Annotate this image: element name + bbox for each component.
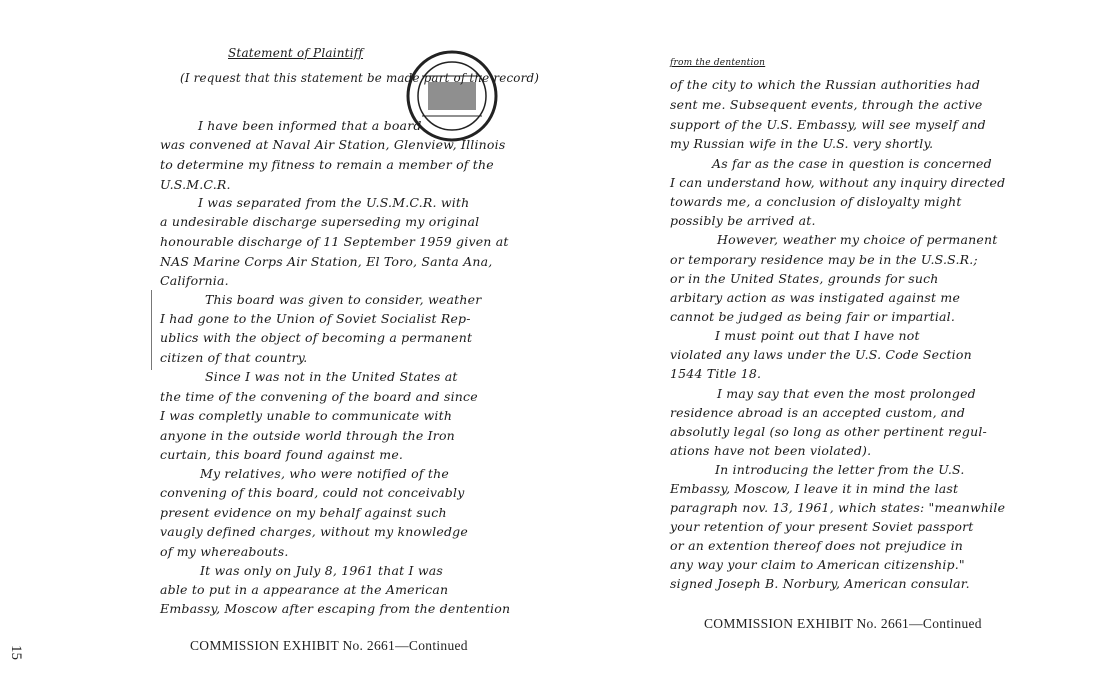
exhibit-caption: COMMISSION EXHIBIT No. 2661—Continued [190,638,468,653]
handwritten-line: was convened at Naval Air Station, Glenview, Illinois [160,137,506,152]
handwritten-line: ations have not been violated). [670,443,872,458]
handwritten-line: residence abroad is an accepted custom, and [670,405,966,420]
handwritten-line: violated any laws under the U.S. Code Section [670,347,972,362]
handwritten-line: In introducing the letter from the U.S. [715,462,965,477]
margin-bar [151,290,152,370]
handwritten-line: sent me. Subsequent events, through the active [670,97,983,112]
handwritten-line: arbitary action as was instigated against me [670,290,961,305]
handwritten-line: my Russian wife in the U.S. very shortly. [670,136,934,151]
handwritten-line: or temporary residence may be in the U.S.S.R.; [670,252,978,267]
handwritten-line: citizen of that country. [160,350,308,365]
handwritten-line: As far as the case in question is concerned [712,156,992,171]
handwritten-line: anyone in the outside world through the Iron [160,428,455,443]
handwritten-line: vaugly defined charges, without my knowledge [160,524,468,539]
handwritten-line: towards me, a conclusion of disloyalty might [670,194,962,209]
handwritten-line: cannot be judged as being fair or impartial. [670,309,956,324]
handwritten-line: present evidence on my behalf against such [160,505,447,520]
handwritten-line: I had gone to the Union of Soviet Socialist Rep- [160,311,471,326]
handwritten-line: or in the United States, grounds for such [670,271,939,286]
handwritten-line: of my whereabouts. [160,544,289,559]
handwritten-line: I can understand how, without any inquiry directed [670,175,1006,190]
handwritten-line: the time of the convening of the board and since [160,389,478,404]
handwritten-line: (I request that this statement be made part of the record) [180,70,540,85]
handwritten-line: Embassy, Moscow after escaping from the dentention [160,601,511,616]
margin-note: from the dentention [670,58,766,68]
handwritten-line: curtain, this board found against me. [160,447,404,462]
handwritten-line: of the city to which the Russian authorities had [670,77,981,92]
handwritten-line: honourable discharge of 11 September 1959 given at [160,234,509,249]
exhibit-caption: COMMISSION EXHIBIT No. 2661—Continued [704,616,982,631]
handwritten-line: to determine my fitness to remain a member of the [160,157,494,172]
handwritten-line: I have been informed that a board [198,118,422,133]
handwritten-line: 1544 Title 18. [670,366,762,381]
handwritten-line: I was completly unable to communicate with [160,408,453,423]
handwritten-line: I must point out that I have not [715,328,920,343]
handwritten-line: Embassy, Moscow, I leave it in mind the last [670,481,959,496]
handwritten-line: a undesirable discharge superseding my original [160,214,480,229]
handwritten-line: able to put in a appearance at the American [160,582,449,597]
handwritten-line: possibly be arrived at. [670,213,816,228]
handwritten-line: ublics with the object of becoming a permanent [160,330,473,345]
handwritten-line: paragraph nov. 13, 1961, which states: "meanwhile [670,500,1006,515]
handwritten-line: or an extention thereof does not prejudice in [670,538,964,553]
handwritten-line: NAS Marine Corps Air Station, El Toro, Santa Ana, [160,254,493,269]
statement-heading: Statement of Plaintiff [228,46,364,60]
handwritten-line: absolutly legal (so long as other pertinent regul- [670,424,987,439]
handwritten-line: I may say that even the most prolonged [717,386,976,401]
handwritten-line: However, weather my choice of permanent [717,232,998,247]
page-number: 15 [8,645,24,660]
handwritten-line: It was only on July 8, 1961 that I was [200,563,444,578]
handwritten-line: U.S.M.C.R. [160,177,231,192]
handwritten-line: My relatives, who were notified of the [200,466,449,481]
handwritten-line: California. [160,273,229,288]
handwritten-line: This board was given to consider, weather [205,292,482,307]
handwritten-line: support of the U.S. Embassy, will see myself and [670,117,986,132]
handwritten-line: signed Joseph B. Norbury, American consular. [670,576,970,591]
handwritten-line: I was separated from the U.S.M.C.R. with [198,195,470,210]
right-page [547,0,1094,691]
handwritten-line: any way your claim to American citizenship." [670,557,965,572]
handwritten-line: convening of this board, could not conceivably [160,485,465,500]
handwritten-line: your retention of your present Soviet passport [670,519,974,534]
handwritten-line: Since I was not in the United States at [205,369,458,384]
